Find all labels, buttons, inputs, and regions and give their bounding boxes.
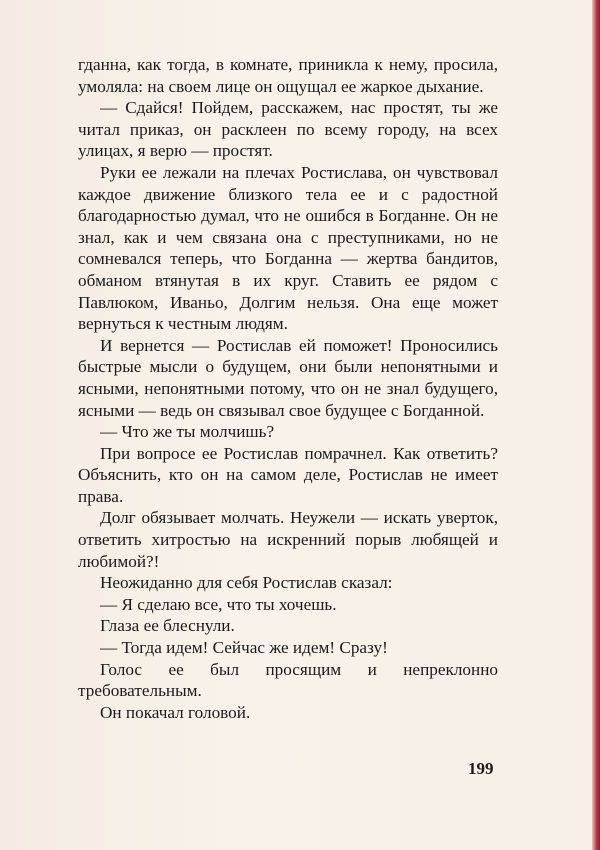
page-number: 199 [468, 759, 494, 778]
paragraph: — Я сделаю все, что ты хочешь. [100, 594, 337, 614]
paragraph: Неожиданно для себя Ростислав сказал: [100, 573, 393, 593]
paragraph: гданна, как тогда, в комнате, приникла к нему, просила, умоляла: на своем лице он ощущал ее жаркое дыхание. [78, 55, 498, 96]
paragraph: Руки ее лежали на плечах Ростислава, он чувствовал каждое движение близкого тела ее и с радостной благодарностью думал, что не ошибся в Богданне. Он не знал, как и чем связана она с преступниками, но не сомневался теперь, что Богданна — жертва бандитов, обманом втянутая в их круг. Ставить ее рядом с Павлюком, Иваньо, Долгим нельзя. Она еще может вернуться к честным людям. [78, 162, 498, 334]
paragraph: И вернется — Ростислав ей поможет! Проносились быстрые мысли о будущем, они были непонятными и ясными, непонятными потому, что он не знал будущего, ясными — ведь он связывал свое будущее с Богданной. [78, 335, 498, 420]
paragraph: — Сдайся! Пойдем, расскажем, нас простят, ты же читал приказ, он расклеен по всему городу, на всех улицах, я верю — простят. [78, 98, 498, 161]
paragraph: Глаза ее блеснули. [100, 616, 235, 636]
paragraph: Долг обязывает молчать. Неужели — искать уверток, ответить хитростью на искренний порыв любящей и любимой?! [78, 508, 498, 571]
paragraph: Голос ее был просящим и непреклонно требовательным. [78, 659, 498, 701]
paragraph: При вопросе ее Ростислав помрачнел. Как ответить? Объяснить, кто он на самом деле, Ростислав не имеет права. [78, 443, 498, 506]
paragraph: — Тогда идем! Сейчас же идем! Сразу! [100, 638, 388, 658]
cover-edge [592, 0, 600, 850]
paragraph: — Что же ты молчишь? [100, 422, 275, 442]
page-text [78, 54, 498, 723]
paragraph: Он покачал головой. [100, 702, 251, 722]
